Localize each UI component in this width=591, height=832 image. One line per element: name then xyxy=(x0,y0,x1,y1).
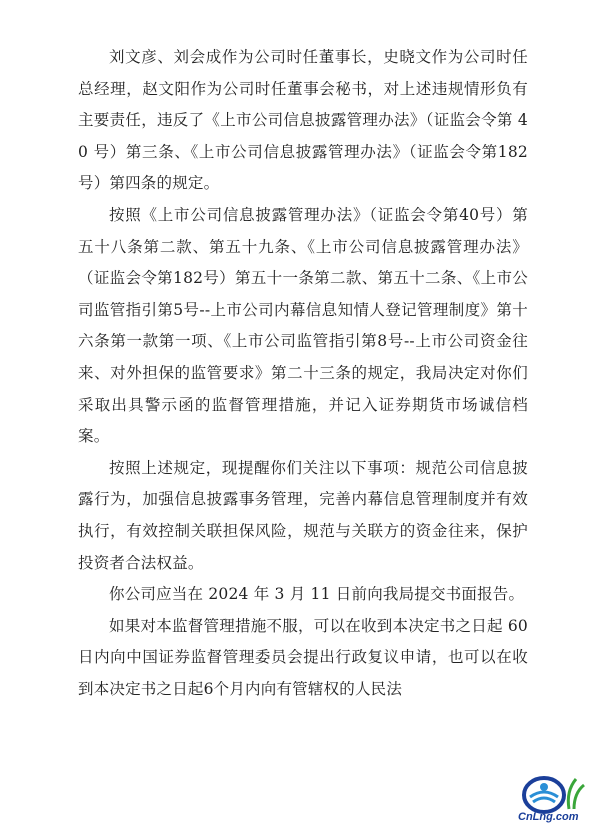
paragraph-appeal: 如果对本监督管理措施不服，可以在收到本决定书之日起 60 日内向中国证券监督管理委员会提出行政复议申请，也可以在收到本决定书之日起6个月内向有管辖权的人民法 xyxy=(78,616,528,698)
paragraph-report-deadline: 你公司应当在 2024 年 3 月 11 日前向我局提交书面报告。 xyxy=(109,585,525,604)
watermark-logo xyxy=(514,775,588,829)
paragraph-responsibility: 刘文彦、刘会成作为公司时任董事长，史晓文作为公司时任总经理，赵文阳作为公司时任董事会秘书，对上述违规情形负有主要责任，违反了《上市公司信息披露管理办法》（证监会令第 40 号）第三条、《上市公司信息披露管理办法》（证监会令第182号）第四条的规定。 xyxy=(78,48,528,193)
paragraph-reminder: 按照上述规定，现提醒你们关注以下事项：规范公司信息披露行为，加强信息披露事务管理，完善内幕信息管理制度并有效执行，有效控制关联担保风险，规范与关联方的资金往来，保护投资者合法权益。 xyxy=(78,458,528,572)
paragraph-measures: 按照《上市公司信息披露管理办法》（证监会令第40号）第五十八条第二款、第五十九条、《上市公司信息披露管理办法》（证监会令第182号）第五十一条第二款、第五十二条、《上市公司监管指引第5号--上市公司内幕信息知情人登记管理制度》第十六条第一款第一项、《上市公司监管指引第8号--上市公司资金往来、对外担保的监管要求》第二十三条的规定，我局决定对你们采取出具警示函的监督管理措施，并记入证券期货市场诚信档案。 xyxy=(78,205,528,446)
cnlng-logo-icon xyxy=(514,775,588,815)
document-body xyxy=(78,42,528,705)
watermark-text: CnLng.com xyxy=(518,811,579,823)
